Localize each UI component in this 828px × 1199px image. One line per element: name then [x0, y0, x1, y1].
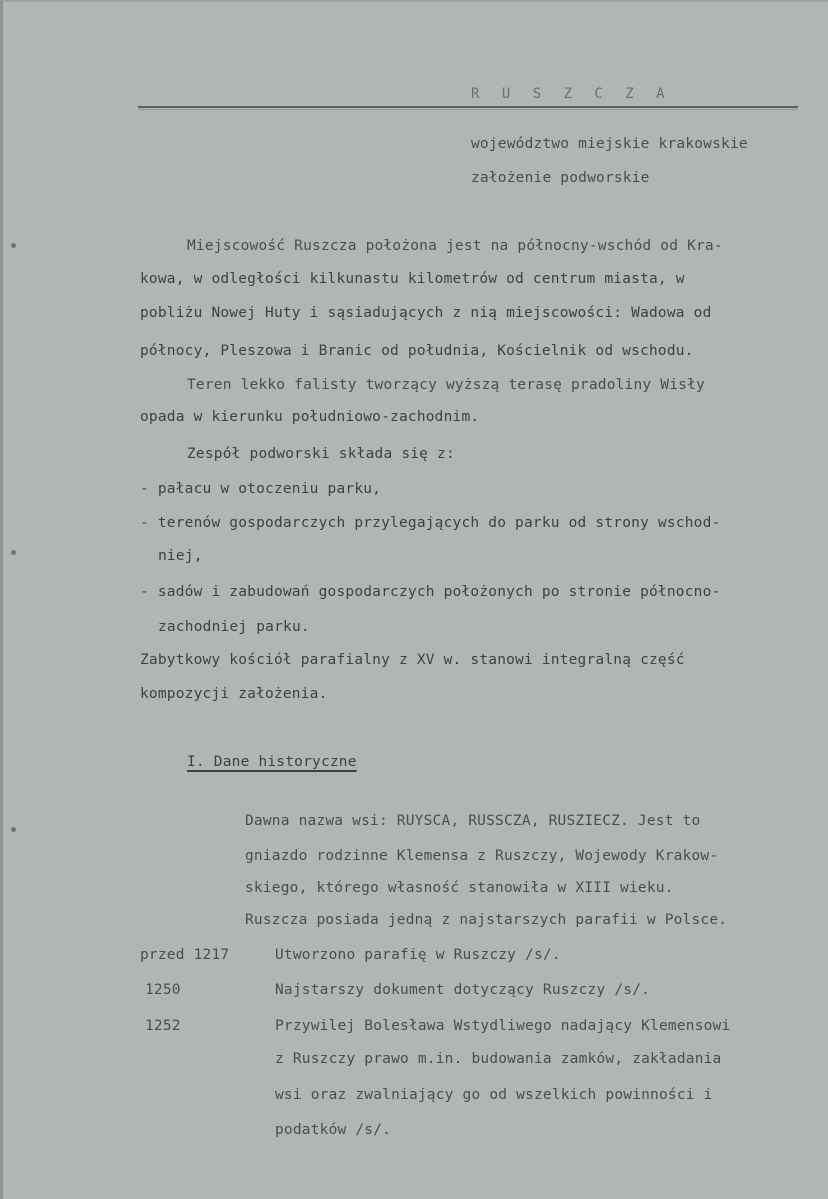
meta-type: założenie podworskie — [471, 170, 650, 186]
intro-list-item: - terenów gospodarczych przylegających do parku od strony wschod- — [140, 515, 721, 531]
intro-p3: Zespół podworski składa się z: — [187, 446, 455, 462]
section-intro-line: Ruszcza posiada jedną z najstarszych parafii w Polsce. — [245, 912, 728, 928]
intro-p1-line: pobliżu Nowej Huty i sąsiadujących z nią miejscowości: Wadowa od — [140, 305, 712, 321]
intro-p4-line: kompozycji założenia. — [140, 686, 328, 702]
intro-list-item: niej, — [158, 548, 203, 564]
entry-text: z Ruszczy prawo m.in. budowania zamków, zakładania — [275, 1051, 722, 1067]
intro-list-item: - sadów i zabudowań gospodarczych położonych po stronie północno- — [140, 584, 721, 600]
intro-p1-line: kowa, w odległości kilkunastu kilometrów od centrum miasta, w — [140, 271, 685, 287]
intro-p2-line: opada w kierunku południowo-zachodnim. — [140, 409, 480, 425]
entry-date: 1250 — [145, 982, 181, 998]
header-rule — [138, 106, 798, 108]
entry-text: Przywilej Bolesława Wstydliwego nadający Klemensowi — [275, 1018, 731, 1034]
intro-p4-line: Zabytkowy kościół parafialny z XV w. stanowi integralną część — [140, 652, 685, 668]
margin-mark — [11, 550, 16, 555]
header-rule-shadow — [138, 109, 798, 110]
document-title: R U S Z C Z A — [471, 86, 672, 102]
meta-voivodeship: województwo miejskie krakowskie — [471, 136, 748, 152]
entry-text: Utworzono parafię w Ruszczy /s/. — [275, 947, 561, 963]
intro-list-item: - pałacu w otoczeniu parku, — [140, 481, 382, 497]
entry-date: przed 1217 — [140, 947, 230, 963]
section-intro-line: Dawna nazwa wsi: RUYSCA, RUSSCZA, RUSZIECZ. Jest to — [245, 813, 701, 829]
margin-mark — [11, 827, 16, 832]
section-intro-line: skiego, którego własność stanowiła w XIII wieku. — [245, 880, 674, 896]
entry-text: podatków /s/. — [275, 1122, 392, 1138]
intro-list-item: zachodniej parku. — [158, 619, 310, 635]
margin-mark — [11, 243, 16, 248]
entry-text: Najstarszy dokument dotyczący Ruszczy /s/. — [275, 982, 651, 998]
section-heading: I. Dane historyczne — [187, 754, 357, 770]
entry-text: wsi oraz zwalniający go od wszelkich powinności i — [275, 1087, 713, 1103]
section-intro-line: gniazdo rodzinne Klemensa z Ruszczy, Wojewody Krakow- — [245, 848, 719, 864]
intro-p1-line: północy, Pleszowa i Branic od południa, Kościelnik od wschodu. — [140, 343, 694, 359]
entry-date: 1252 — [145, 1018, 181, 1034]
intro-p1-line: Miejscowość Ruszcza położona jest na północny-wschód od Kra- — [187, 238, 723, 254]
intro-p2-line: Teren lekko falisty tworzący wyższą terasę pradoliny Wisły — [187, 377, 705, 393]
